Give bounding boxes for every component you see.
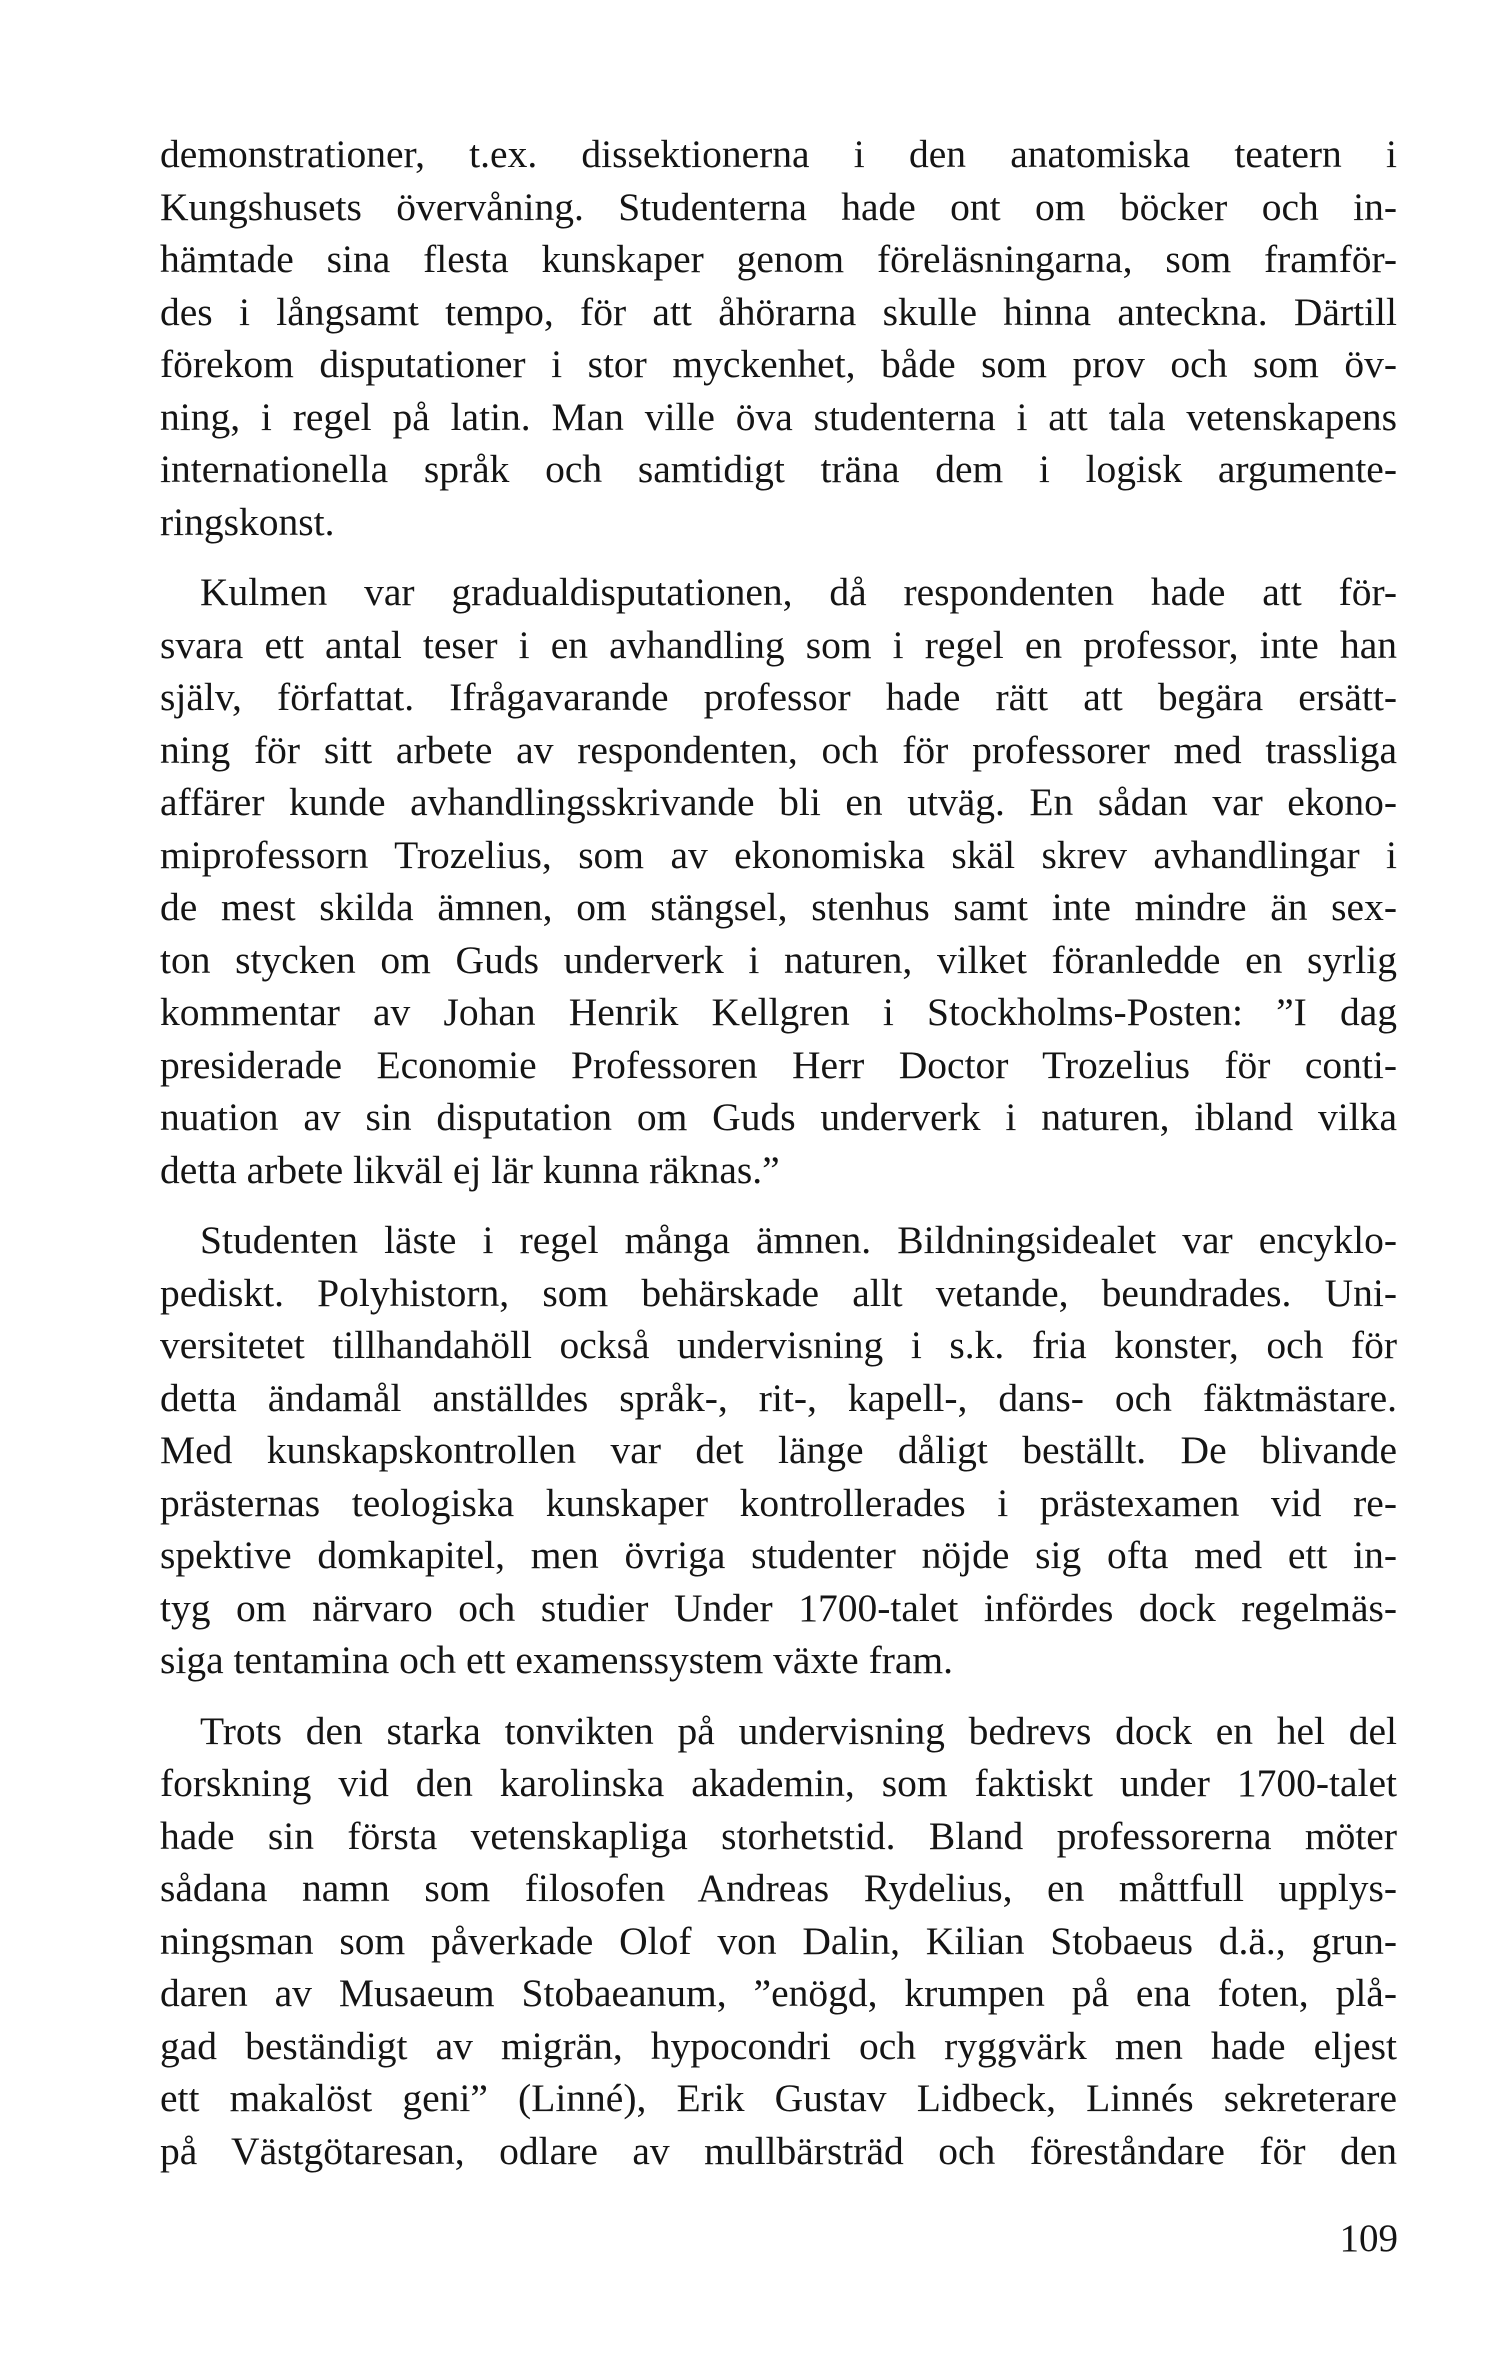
text-line: des i långsamt tempo, för att åhörarna skulle hinna anteckna. Därtill (160, 289, 1397, 334)
text-line: Studenten läste i regel många ämnen. Bildningsidealet var encyklo- (200, 1218, 1397, 1262)
text-line: Kungshusets övervåning. Studenterna hade ont om böcker och in- (160, 184, 1397, 229)
text-line: kommentar av Johan Henrik Kellgren i Stockholms-Posten: ”I dag (160, 990, 1397, 1034)
text-line: ringskonst. (160, 499, 335, 544)
text-line: siga tentamina och ett examenssystem växte fram. (160, 1638, 954, 1682)
text-line: Med kunskapskontrollen var det länge dåligt beställt. De blivande (160, 1428, 1397, 1472)
text-line: detta ändamål anställdes språk-, rit-, kapell-, dans- och fäktmästare. (160, 1375, 1397, 1420)
text-line: svara ett antal teser i en avhandling som i regel en professor, inte han (160, 622, 1397, 667)
text-line: ning för sitt arbete av respondenten, och för professorer med trassliga (160, 727, 1397, 772)
text-line: sådana namn som filosofen Andreas Rydelius, en måttfull upplys- (160, 1866, 1397, 1910)
text-line: prästernas teologiska kunskaper kontrollerades i prästexamen vid re- (160, 1480, 1397, 1525)
text-line: de mest skilda ämnen, om stängsel, stenhus samt inte mindre än sex- (160, 885, 1397, 929)
text-line: miprofessorn Trozelius, som av ekonomiska skäl skrev avhandlingar i (160, 832, 1397, 877)
page-number: 109 (1339, 2217, 1398, 2260)
text-line: tyg om närvaro och studier Under 1700-talet infördes dock regelmäs- (160, 1585, 1397, 1630)
text-line: presiderade Economie Professoren Herr Doctor Trozelius för conti- (160, 1042, 1397, 1087)
text-line: hämtade sina flesta kunskaper genom föreläsningarna, som framför- (160, 237, 1397, 281)
text-line: på Västgötaresan, odlare av mullbärsträd och föreståndare för den (160, 2128, 1397, 2173)
text-line: spektive domkapitel, men övriga studenter nöjde sig ofta med ett in- (160, 1533, 1397, 1577)
text-line: gad beständigt av migrän, hypocondri och ryggvärk men hade eljest (160, 2023, 1397, 2068)
text-line: ningsman som påverkade Olof von Dalin, Kilian Stobaeus d.ä., grun- (160, 1918, 1397, 1963)
text-line: själv, författat. Ifrågavarande professor hade rätt att begära ersätt- (160, 675, 1397, 719)
text-line: affärer kunde avhandlingsskrivande bli en utväg. En sådan var ekono- (160, 780, 1397, 824)
text-line: forskning vid den karolinska akademin, som faktiskt under 1700-talet (160, 1761, 1397, 1805)
text-line: daren av Musaeum Stobaeanum, ”enögd, krumpen på ena foten, plå- (160, 1971, 1397, 2015)
text-line: ett makalöst geni” (Linné), Erik Gustav Lidbeck, Linnés sekreterare (160, 2076, 1397, 2120)
text-line: förekom disputationer i stor myckenhet, både som prov och som öv- (160, 342, 1397, 386)
paragraph-2 (160, 566, 1397, 1196)
text-line: Kulmen var gradualdisputationen, då respondenten hade att för- (200, 570, 1397, 614)
text-line: ton stycken om Guds underverk i naturen, vilket föranledde en syrlig (160, 937, 1397, 982)
text-line: ning, i regel på latin. Man ville öva studenterna i att tala vetenskapens (160, 394, 1397, 439)
text-line: demonstrationer, t.ex. dissektionerna i den anatomiska teatern i (160, 132, 1397, 176)
text-line: versitetet tillhandahöll också undervisning i s.k. fria konster, och för (160, 1323, 1397, 1367)
paragraph-3 (160, 1214, 1397, 1687)
paragraph-1 (160, 128, 1397, 548)
text-line: detta arbete likväl ej lär kunna räknas.” (160, 1147, 780, 1192)
text-line: Trots den starka tonvikten på undervisning bedrevs dock en hel del (200, 1708, 1397, 1753)
text-line: internationella språk och samtidigt träna dem i logisk argumente- (160, 447, 1397, 491)
page-body (160, 128, 1397, 2195)
text-line: hade sin första vetenskapliga storhetstid. Bland professorerna möter (160, 1813, 1397, 1858)
text-line: nuation av sin disputation om Guds underverk i naturen, ibland vilka (160, 1095, 1397, 1139)
paragraph-4 (160, 1705, 1397, 2178)
text-line: pediskt. Polyhistorn, som behärskade allt vetande, beundrades. Uni- (160, 1270, 1397, 1315)
